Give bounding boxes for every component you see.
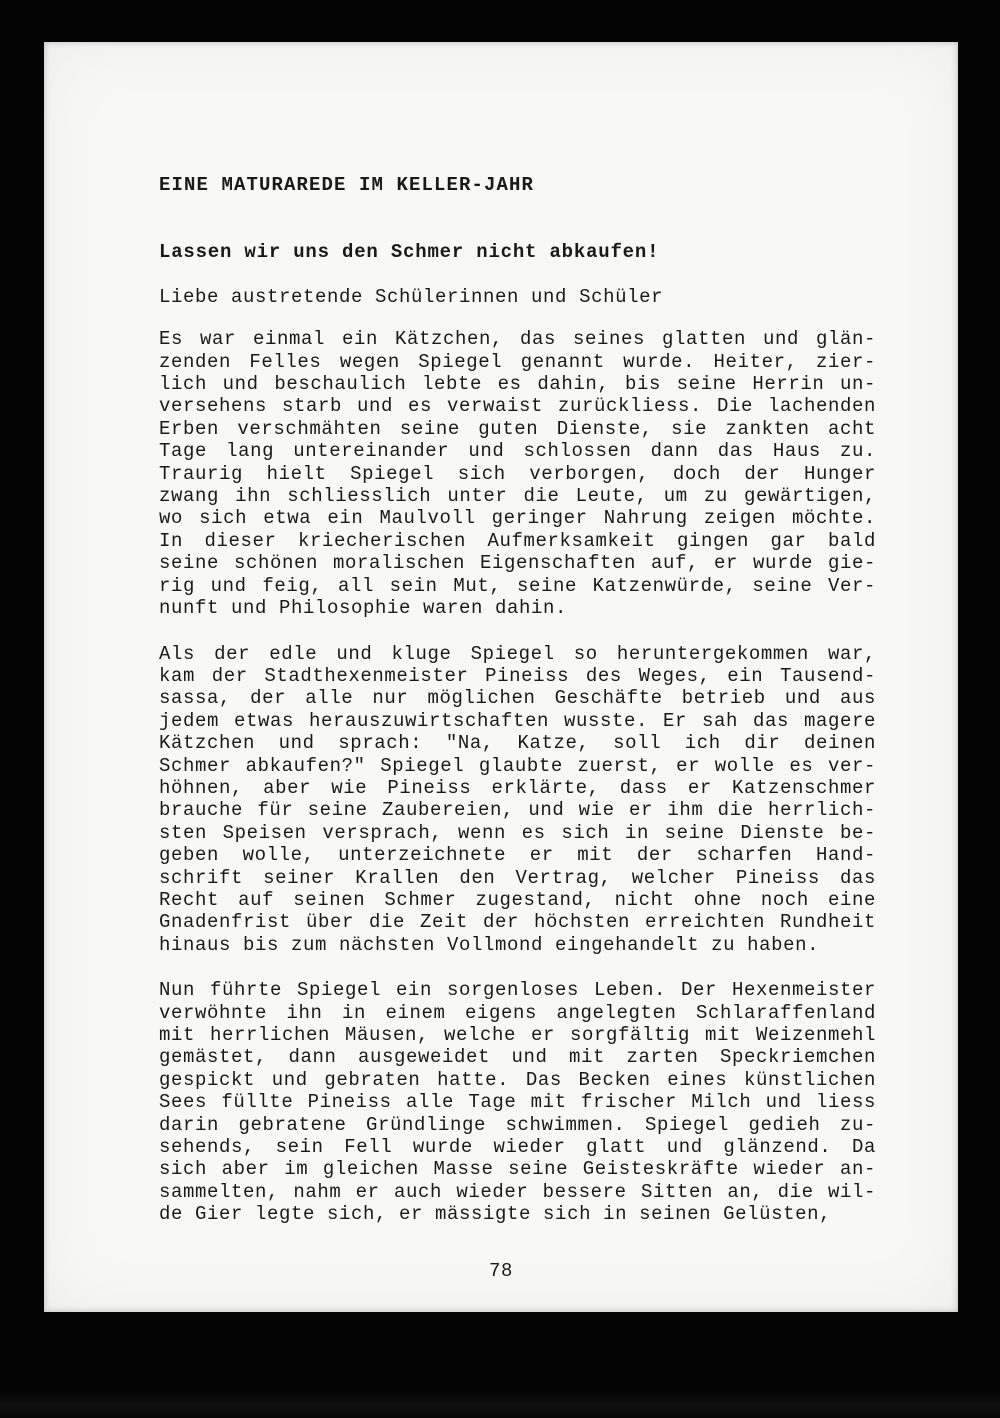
document-page	[44, 42, 958, 1312]
text-line: zenden Felles wegen Spiegel genannt wurde. Heiter, zier-	[159, 350, 876, 373]
text-line: Nun führte Spiegel ein sorgenloses Leben. Der Hexenmeister	[159, 979, 876, 1002]
text-line: sten Speisen versprach, wenn es sich in seine Dienste be-	[159, 821, 876, 844]
text-line: darin gebratene Gründlinge schwimmen. Spiegel gedieh zu-	[159, 1113, 876, 1136]
text-line: lich und beschaulich lebte es dahin, bis seine Herrin un-	[159, 373, 876, 396]
text-line: gespickt und gebraten hatte. Das Becken eines künstlichen	[159, 1068, 876, 1091]
paragraph	[159, 643, 876, 957]
text-line: In dieser kriecherischen Aufmerksamkeit gingen gar bald	[159, 529, 876, 552]
scanner-edge	[0, 1390, 1000, 1418]
page-content	[159, 174, 876, 1226]
text-line: sehends, sein Fell wurde wieder glatt und glänzend. Da	[159, 1136, 876, 1159]
text-line: Sees füllte Pineiss alle Tage mit frischer Milch und liess	[159, 1091, 876, 1114]
document-title: EINE MATURAREDE IM KELLER-JAHR	[159, 174, 535, 196]
text-line: versehens starb und es verwaist zurückliess. Die lachenden	[159, 395, 876, 418]
text-line: zwang ihn schliesslich unter die Leute, um zu gewärtigen,	[159, 485, 876, 508]
text-line: sassa, der alle nur möglichen Geschäfte betrieb und aus	[159, 687, 876, 710]
text-line: kam der Stadthexenmeister Pineiss des Weges, ein Tausend-	[159, 664, 876, 687]
text-line: Als der edle und kluge Spiegel so heruntergekommen war,	[159, 642, 876, 665]
text-line: geben wolle, unterzeichnete er mit der scharfen Hand-	[159, 844, 876, 867]
text-line: seine schönen moralischen Eigenschaften auf, er wurde gie-	[159, 552, 876, 575]
document-subtitle: Lassen wir uns den Schmer nicht abkaufen!	[159, 241, 660, 264]
paragraph	[159, 979, 876, 1225]
text-line: Schmer abkaufen?" Spiegel glaubte zuerst, er wolle es ver-	[159, 754, 876, 777]
text-line: verwöhnte ihn in einem eigens angelegten Schlaraffenland	[159, 1001, 876, 1024]
text-line: höhnen, aber wie Pineiss erklärte, dass er Katzenschmer	[159, 776, 876, 799]
text-line: Traurig hielt Spiegel sich verborgen, doch der Hunger	[159, 462, 876, 485]
text-line: brauche für seine Zaubereien, und wie er ihm die herrlich-	[159, 799, 876, 822]
text-line: Gnadenfrist über die Zeit der höchsten erreichten Rundheit	[159, 911, 876, 934]
text-line: hinaus bis zum nächsten Vollmond eingehandelt zu haben.	[159, 933, 820, 956]
text-line: Erben verschmähten seine guten Dienste, sie zankten acht	[159, 417, 876, 440]
text-line: rig und feig, all sein Mut, seine Katzenwürde, seine Ver-	[159, 574, 876, 597]
body-text	[159, 328, 876, 1225]
text-line: wo sich etwa ein Maulvoll geringer Nahrung zeigen möchte.	[159, 507, 876, 530]
text-line: de Gier legte sich, er mässigte sich in seinen Gelüsten,	[159, 1203, 832, 1226]
salutation-line: Liebe austretende Schülerinnen und Schüler	[159, 285, 664, 308]
text-line: nunft und Philosophie waren dahin.	[159, 597, 568, 620]
text-line: Recht auf seinen Schmer zugestand, nicht ohne noch eine	[159, 888, 876, 911]
text-line: Tage lang untereinander und schlossen dann das Haus zu.	[159, 440, 876, 463]
text-line: schrift seiner Krallen den Vertrag, welcher Pineiss das	[159, 866, 876, 889]
text-line: mit herrlichen Mäusen, welche er sorgfältig mit Weizenmehl	[159, 1024, 876, 1046]
text-line: sich aber im gleichen Masse seine Geisteskräfte wieder an-	[159, 1158, 876, 1181]
text-line: gemästet, dann ausgeweidet und mit zarten Speckriemchen	[159, 1046, 876, 1069]
page-number: 78	[488, 1260, 513, 1282]
text-line: jedem etwas herauszuwirtschaften wusste. Er sah das magere	[159, 709, 876, 732]
text-line: Es war einmal ein Kätzchen, das seines glatten und glän-	[159, 328, 876, 351]
paragraph	[159, 328, 876, 619]
text-line: sammelten, nahm er auch wieder bessere Sitten an, die wil-	[159, 1180, 876, 1203]
text-line: Kätzchen und sprach: "Na, Katze, soll ich dir deinen	[159, 732, 876, 755]
